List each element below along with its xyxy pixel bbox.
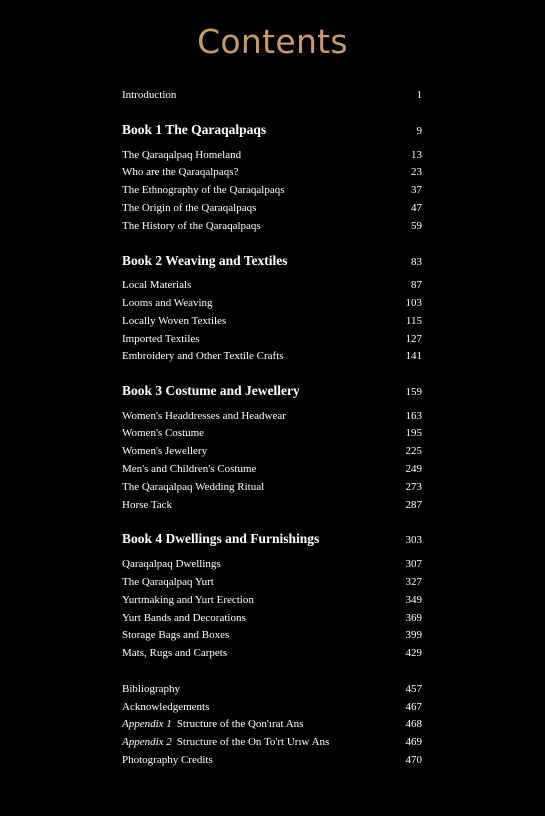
toc-entry-label: Women's Jewellery <box>122 445 208 457</box>
toc-entry-label: Looms and Weaving <box>122 297 213 309</box>
book-heading-page: 83 <box>411 256 422 268</box>
toc-entry-page: 399 <box>405 629 422 641</box>
toc-entry[interactable] <box>122 573 422 591</box>
toc-entry-page: 470 <box>405 754 422 766</box>
toc-entry-label: Introduction <box>122 89 177 101</box>
toc-book-heading[interactable] <box>122 382 422 400</box>
toc-entry[interactable] <box>122 294 422 312</box>
toc-entry-label: Yurt Bands and Decorations <box>122 612 246 624</box>
toc-entry-label: The Ethnography of the Qaraqalpaqs <box>122 184 285 196</box>
toc-entry[interactable] <box>122 330 422 348</box>
toc-entry[interactable] <box>122 163 422 181</box>
toc-entry[interactable] <box>122 347 422 365</box>
toc-entry-label: Horse Tack <box>122 499 173 511</box>
appendix-title: Structure of the Qon'ırat Ans <box>176 718 304 730</box>
toc-entry-label: The History of the Qaraqalpaqs <box>122 220 261 232</box>
toc-entry-page: 47 <box>411 202 422 214</box>
toc-entry-label <box>122 715 303 733</box>
toc-entry-page: 467 <box>405 701 422 713</box>
toc-entry-page: 457 <box>405 683 422 695</box>
toc-book-heading[interactable] <box>122 121 422 139</box>
toc-entry-label: Acknowledgements <box>122 701 210 713</box>
toc-entry-label: The Qaraqalpaq Wedding Ritual <box>122 481 265 493</box>
toc-entry-page: 225 <box>405 445 422 457</box>
toc-entry-label: Locally Woven Textiles <box>122 315 227 327</box>
toc-entry-page: 1 <box>416 89 422 101</box>
toc-entry[interactable] <box>122 460 422 478</box>
page-title: Contents <box>197 22 348 61</box>
toc-entry-label: The Origin of the Qaraqalpaqs <box>122 202 257 214</box>
toc-entry-label: Men's and Children's Costume <box>122 463 257 475</box>
toc-entry[interactable] <box>122 591 422 609</box>
toc-entry-label: Embroidery and Other Textile Crafts <box>122 350 284 362</box>
appendix-prefix: Appendix 1 <box>122 718 172 730</box>
toc-entry-page: 249 <box>405 463 422 475</box>
appendix-prefix: Appendix 2 <box>122 736 172 748</box>
toc-entry-page: 127 <box>405 333 422 345</box>
toc-entry[interactable] <box>122 312 422 330</box>
toc-entry-page: 163 <box>405 410 422 422</box>
toc-entry[interactable] <box>122 555 422 573</box>
toc-entry-page: 327 <box>405 576 422 588</box>
toc-entry-label: Mats, Rugs and Carpets <box>122 647 228 659</box>
toc-entry[interactable] <box>122 496 422 514</box>
toc-entry-page: 87 <box>411 279 422 291</box>
toc-entry-page: 349 <box>405 594 422 606</box>
toc-entry-label: Women's Headdresses and Headwear <box>122 410 286 422</box>
appendix-title: Structure of the On To'rt Urıw Ans <box>176 736 330 748</box>
toc-entry-appendix-2[interactable] <box>122 733 422 751</box>
toc-entry[interactable] <box>122 199 422 217</box>
toc-entry-page: 468 <box>405 718 422 730</box>
toc-entry-page: 13 <box>411 149 422 161</box>
toc-entry-page: 23 <box>411 166 422 178</box>
book-heading-page: 159 <box>405 386 422 398</box>
toc-entry[interactable] <box>122 478 422 496</box>
toc-entry[interactable] <box>122 609 422 627</box>
toc-entry-page: 273 <box>405 481 422 493</box>
toc-entry-label: Women's Costume <box>122 427 205 439</box>
toc-entry-page: 37 <box>411 184 422 196</box>
toc-entry-label: Storage Bags and Boxes <box>122 629 230 641</box>
toc-entry-page: 369 <box>405 612 422 624</box>
toc-entry-label: The Qaraqalpaq Yurt <box>122 576 214 588</box>
book-heading-label: Book 2 Weaving and Textiles <box>122 253 288 268</box>
toc-entry-page: 429 <box>405 647 422 659</box>
toc-entry-appendix-1[interactable] <box>122 715 422 733</box>
book-heading-page: 303 <box>405 534 422 546</box>
toc-entry-label: The Qaraqalpaq Homeland <box>122 149 242 161</box>
book-heading-label: Book 3 Costume and Jewellery <box>122 383 300 398</box>
toc-entry[interactable] <box>122 217 422 235</box>
toc-entry-label: Yurtmaking and Yurt Erection <box>122 594 254 606</box>
toc-entry[interactable] <box>122 181 422 199</box>
toc-book-heading[interactable] <box>122 252 422 270</box>
book-heading-label: Book 1 The Qaraqalpaqs <box>122 122 267 137</box>
book-heading-page: 9 <box>416 125 422 137</box>
toc-entry-page: 115 <box>405 315 422 327</box>
toc-entry-label: Qaraqalpaq Dwellings <box>122 558 221 570</box>
toc-entry-label <box>122 733 329 751</box>
toc-entry-page: 103 <box>405 297 422 309</box>
toc-entry-page: 469 <box>405 736 422 748</box>
toc-entry-acknowledgements[interactable] <box>122 698 422 716</box>
toc-entry-photography-credits[interactable] <box>122 751 422 769</box>
toc-entry-introduction[interactable] <box>122 86 422 104</box>
book-heading-label: Book 4 Dwellings and Furnishings <box>122 531 320 546</box>
toc-entry[interactable] <box>122 424 422 442</box>
toc-entry[interactable] <box>122 407 422 425</box>
toc-entry-page: 307 <box>405 558 422 570</box>
toc-entry-label: Bibliography <box>122 683 181 695</box>
toc-entry[interactable] <box>122 146 422 164</box>
toc-entry-page: 59 <box>411 220 422 232</box>
toc-entry-label: Imported Textiles <box>122 333 200 345</box>
toc-entry-label: Who are the Qaraqalpaqs? <box>122 166 239 178</box>
toc-entry-label: Local Materials <box>122 279 192 291</box>
toc-entry[interactable] <box>122 442 422 460</box>
toc-entry-page: 141 <box>405 350 422 362</box>
toc-book-heading[interactable] <box>122 530 422 548</box>
toc-entry-bibliography[interactable] <box>122 680 422 698</box>
toc-entry-page: 287 <box>405 499 422 511</box>
toc-entry[interactable] <box>122 276 422 294</box>
toc-entry[interactable] <box>122 626 422 644</box>
toc-entry-label: Photography Credits <box>122 754 213 766</box>
toc-entry[interactable] <box>122 644 422 662</box>
toc-entry-page: 195 <box>405 427 422 439</box>
